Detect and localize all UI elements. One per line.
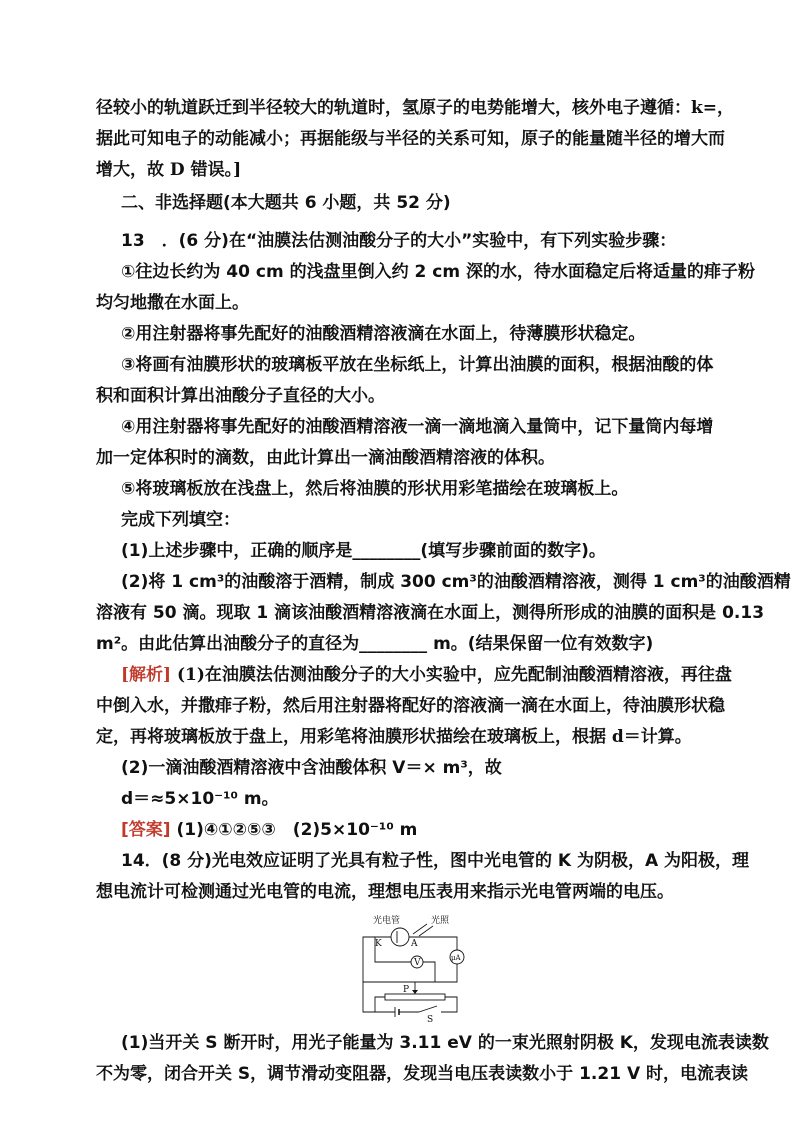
line-1: 径较小的轨道跃迁到半径较大的轨道时，氢原子的电势能增大，核外电子遵循：k=， bbox=[96, 98, 735, 118]
k-label: K bbox=[375, 939, 382, 949]
q13-part2c: m²。由此估算出油酸分子的直径为________ m。(结果保留一位有效数字) bbox=[96, 634, 654, 654]
a-label: A bbox=[411, 939, 418, 949]
rheostat-icon bbox=[385, 994, 445, 1000]
q13-part2b: 溶液有 50 滴。现取 1 滴该油酸酒精溶液滴在水面上，测得所形成的油膜的面积是 0.13 bbox=[96, 603, 765, 623]
q14-stem-2: 想电流计可检测通过光电管的电流，理想电压表用来指示光电管两端的电压。 bbox=[96, 882, 674, 902]
q14-stem-1: 14．(8 分)光电效应证明了光具有粒子性，图中光电管的 K 为阴极，A 为阳极，理 bbox=[121, 851, 750, 871]
s-label: S bbox=[427, 1015, 434, 1024]
voltmeter-label: V bbox=[414, 958, 421, 968]
q13-stem: 13 ．(6 分)在“油膜法估测油酸分子的大小”实验中，有下列实验步骤： bbox=[121, 231, 677, 251]
switch-icon bbox=[419, 1006, 437, 1012]
analysis-line-1 bbox=[121, 663, 732, 687]
analysis-line-2: 中倒入水，并撒痱子粉，然后用注射器将配好的溶液滴一滴在水面上，待油膜形状稳 bbox=[96, 696, 725, 716]
analysis-line-3: 定，再将玻璃板放于盘上，用彩笔将油膜形状描绘在玻璃板上，根据 d＝计算。 bbox=[96, 727, 692, 747]
analysis-text-1: (1)在油膜法估测油酸分子的大小实验中，应先配制油酸酒精溶液，再往盘 bbox=[177, 665, 732, 685]
tube-label: 光电管 bbox=[373, 916, 401, 926]
line-3: 增大，故 D 错误。] bbox=[96, 160, 242, 180]
q13-fill-prompt: 完成下列填空： bbox=[121, 510, 240, 530]
q13-step3a: ③将画有油膜形状的玻璃板平放在坐标纸上，计算出油膜的面积，根据油酸的体 bbox=[121, 355, 714, 375]
photoelectric-circuit-diagram bbox=[355, 912, 475, 1024]
section-heading: 二、非选择题(本大题共 6 小题，共 52 分) bbox=[121, 193, 451, 213]
analysis-tag: [解析] bbox=[121, 665, 172, 685]
q14-part1-b: 不为零，闭合开关 S，调节滑动变阻器，发现当电压表读数小于 1.21 V 时，电流表读 bbox=[96, 1064, 749, 1084]
q13-part2a: (2)将 1 cm³的油酸溶于酒精，制成 300 cm³的油酸酒精溶液，测得 1 cm³的油酸酒精 bbox=[121, 572, 791, 592]
q13-step5: ⑤将玻璃板放在浅盘上，然后将油膜的形状用彩笔描绘在玻璃板上。 bbox=[121, 479, 629, 499]
answer-line bbox=[121, 818, 417, 842]
q13-step1a: ①往边长约为 40 cm 的浅盘里倒入约 2 cm 深的水，待水面稳定后将适量的痱子粉 bbox=[121, 262, 755, 282]
ammeter-label: μA bbox=[451, 954, 461, 962]
analysis-line-4: (2)一滴油酸酒精溶液中含油酸体积 V＝× m³，故 bbox=[121, 758, 502, 778]
analysis-line-5: d＝≈5×10⁻¹⁰ m。 bbox=[121, 789, 279, 809]
answer-tag: [答案] bbox=[121, 820, 171, 840]
q13-step2: ②用注射器将事先配好的油酸酒精溶液滴在水面上，待薄膜形状稳定。 bbox=[121, 324, 646, 344]
line-2: 据此可知电子的动能减小；再据能级与半径的关系可知，原子的能量随半径的增大而 bbox=[96, 129, 725, 149]
q13-step4b: 加一定体积时的滴数，由此计算出一滴油酸酒精溶液的体积。 bbox=[96, 448, 555, 468]
q13-part1: (1)上述步骤中，正确的顺序是________(填写步骤前面的数字)。 bbox=[121, 541, 606, 561]
phototube-icon bbox=[391, 928, 409, 946]
answer-text: (1)④①②⑤③ (2)5×10⁻¹⁰ m bbox=[176, 820, 418, 840]
q13-step3b: 积和面积计算出油酸分子直径的大小。 bbox=[96, 386, 385, 406]
q13-step1b: 均匀地撒在水面上。 bbox=[96, 293, 249, 313]
p-label: P bbox=[403, 985, 410, 995]
q13-step4a: ④用注射器将事先配好的油酸酒精溶液一滴一滴地滴入量筒中，记下量筒内每增 bbox=[121, 417, 714, 437]
q14-part1-a: (1)当开关 S 断开时，用光子能量为 3.11 eV 的一束光照射阴极 K，发现电流表读数 bbox=[121, 1033, 769, 1053]
light-label: 光照 bbox=[431, 916, 450, 926]
